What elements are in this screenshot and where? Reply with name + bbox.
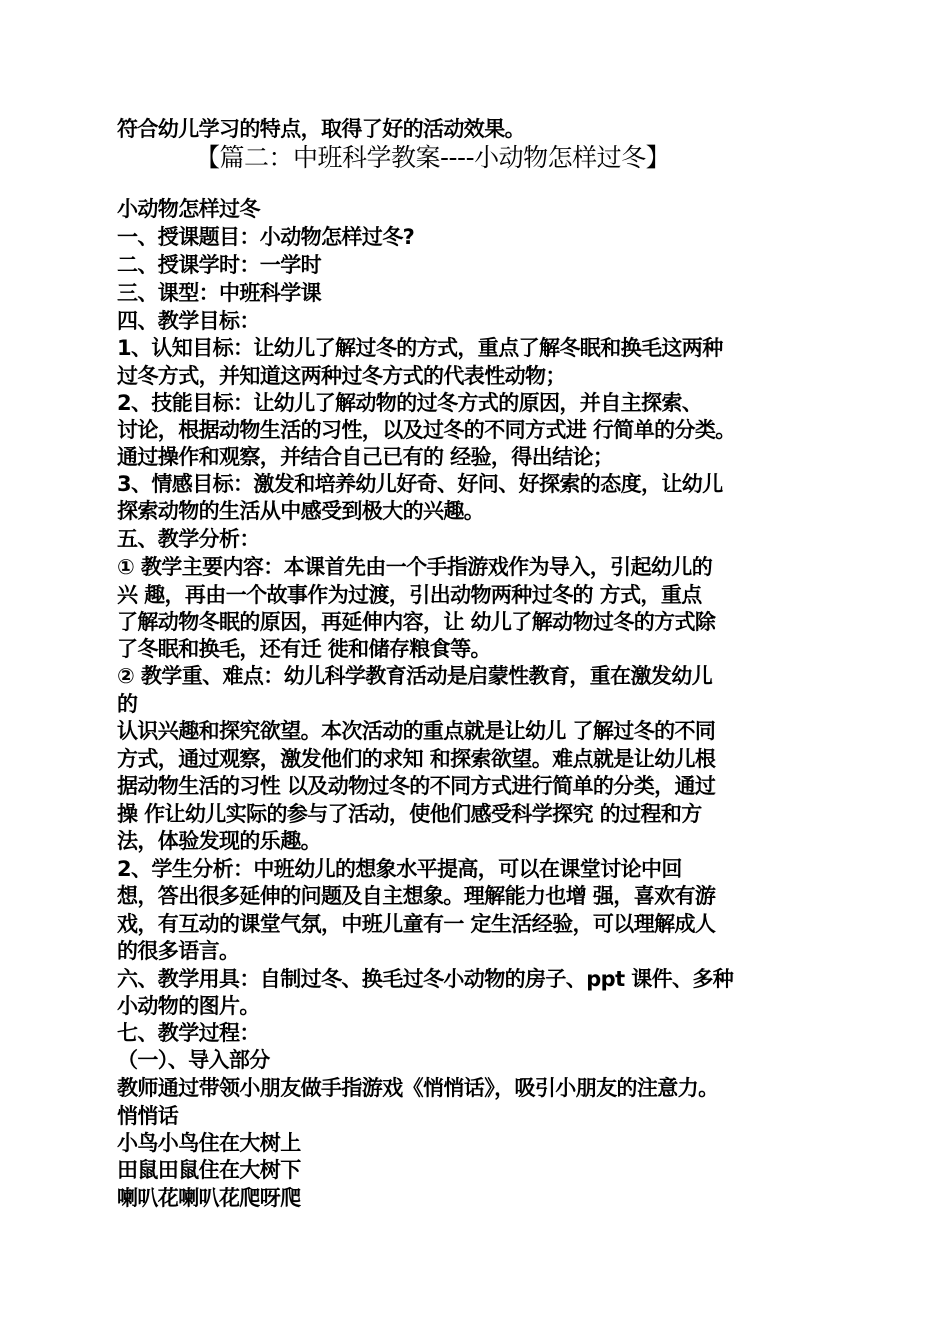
text-line: 二、授课学时：一学时 xyxy=(117,253,321,277)
text-line: 1、认知目标：让幼儿了解过冬的方式，重点了解冬眠和换毛这两种 xyxy=(117,336,723,360)
text-line: 2、技能目标：让幼儿了解动物的过冬方式的原因，并自主探索、 xyxy=(117,391,703,415)
text-line: 符合幼儿学习的特点，取得了好的活动效果。 xyxy=(117,117,525,141)
text-line: 想，答出很多延伸的问题及自主想象。理解能力也增 强，喜欢有游 xyxy=(117,884,716,908)
text-line: 2、学生分析：中班幼儿的想象水平提高，可以在课堂讨论中回 xyxy=(117,857,682,881)
text-line: 六、教学用具：自制过冬、换毛过冬小动物的房子、ppt 课件、多种 xyxy=(117,967,734,991)
text-line: 法，体验发现的乐趣。 xyxy=(117,829,321,853)
text-line: 教师通过带领小朋友做手指游戏《悄悄话》，吸引小朋友的注意力。 xyxy=(117,1076,719,1100)
text-line: 小鸟小鸟住在大树上 xyxy=(117,1131,301,1155)
text-line: 戏，有互动的课堂气氛，中班儿童有一 定生活经验，可以理解成人 xyxy=(117,912,716,936)
text-line: 田鼠田鼠住在大树下 xyxy=(117,1158,301,1182)
text-line: 探索动物的生活从中感受到极大的兴趣。 xyxy=(117,499,485,523)
text-line: 小动物怎样过冬 xyxy=(117,197,260,221)
text-line: 通过操作和观察，并结合自己已有的 经验，得出结论； xyxy=(117,445,614,469)
text-line: 3、情感目标：激发和培养幼儿好奇、好问、好探索的态度，让幼儿 xyxy=(117,472,723,496)
text-line: 四、教学目标： xyxy=(117,309,260,333)
text-line: （一）、导入部分 xyxy=(117,1048,270,1072)
text-line: ② 教学重、难点：幼儿科学教育活动是启蒙性教育，重在激发幼儿 xyxy=(117,664,713,688)
text-line: 了冬眠和换毛，还有迁 徙和储存粮食等。 xyxy=(117,637,491,661)
text-line: 三、课型：中班科学课 xyxy=(117,281,321,305)
text-line: 的 xyxy=(117,692,138,716)
text-line: 操 作让幼儿实际的参与了活动，使他们感受科学探究 的过程和方 xyxy=(117,802,702,826)
text-line: 过冬方式，并知道这两种过冬方式的代表性动物； xyxy=(117,364,566,388)
text-line: 讨论，根据动物生活的习性，以及过冬的不同方式进 行简单的分类。 xyxy=(117,418,736,442)
text-line: 五、教学分析： xyxy=(117,527,260,551)
text-line: 方式，通过观察，激发他们的求知 和探索欲望。难点就是让幼儿根 xyxy=(117,747,716,771)
text-line: 兴 趣，再由一个故事作为过渡，引出动物两种过冬的 方式，重点 xyxy=(117,583,702,607)
text-line: 悄悄话 xyxy=(117,1104,179,1128)
text-line: 了解动物冬眠的原因，再延伸内容，让 幼儿了解动物过冬的方式除 xyxy=(117,610,716,634)
text-line: 的很多语言。 xyxy=(117,939,240,963)
text-line: 一、授课题目：小动物怎样过冬? xyxy=(117,225,415,249)
text-line: 认识兴趣和探究欲望。本次活动的重点就是让幼儿 了解过冬的不同 xyxy=(117,719,716,743)
text-line: 小动物的图片。 xyxy=(117,994,260,1018)
text-line: 七、教学过程： xyxy=(117,1021,260,1045)
text-line: 喇叭花喇叭花爬呀爬 xyxy=(117,1186,301,1210)
text-line: ① 教学主要内容：本课首先由一个手指游戏作为导入，引起幼儿的 xyxy=(117,555,713,579)
section-heading: 【篇二：中班科学教案----小动物怎样过冬】 xyxy=(195,143,671,172)
text-line: 据动物生活的习性 以及动物过冬的不同方式进行简单的分类，通过 xyxy=(117,774,716,798)
